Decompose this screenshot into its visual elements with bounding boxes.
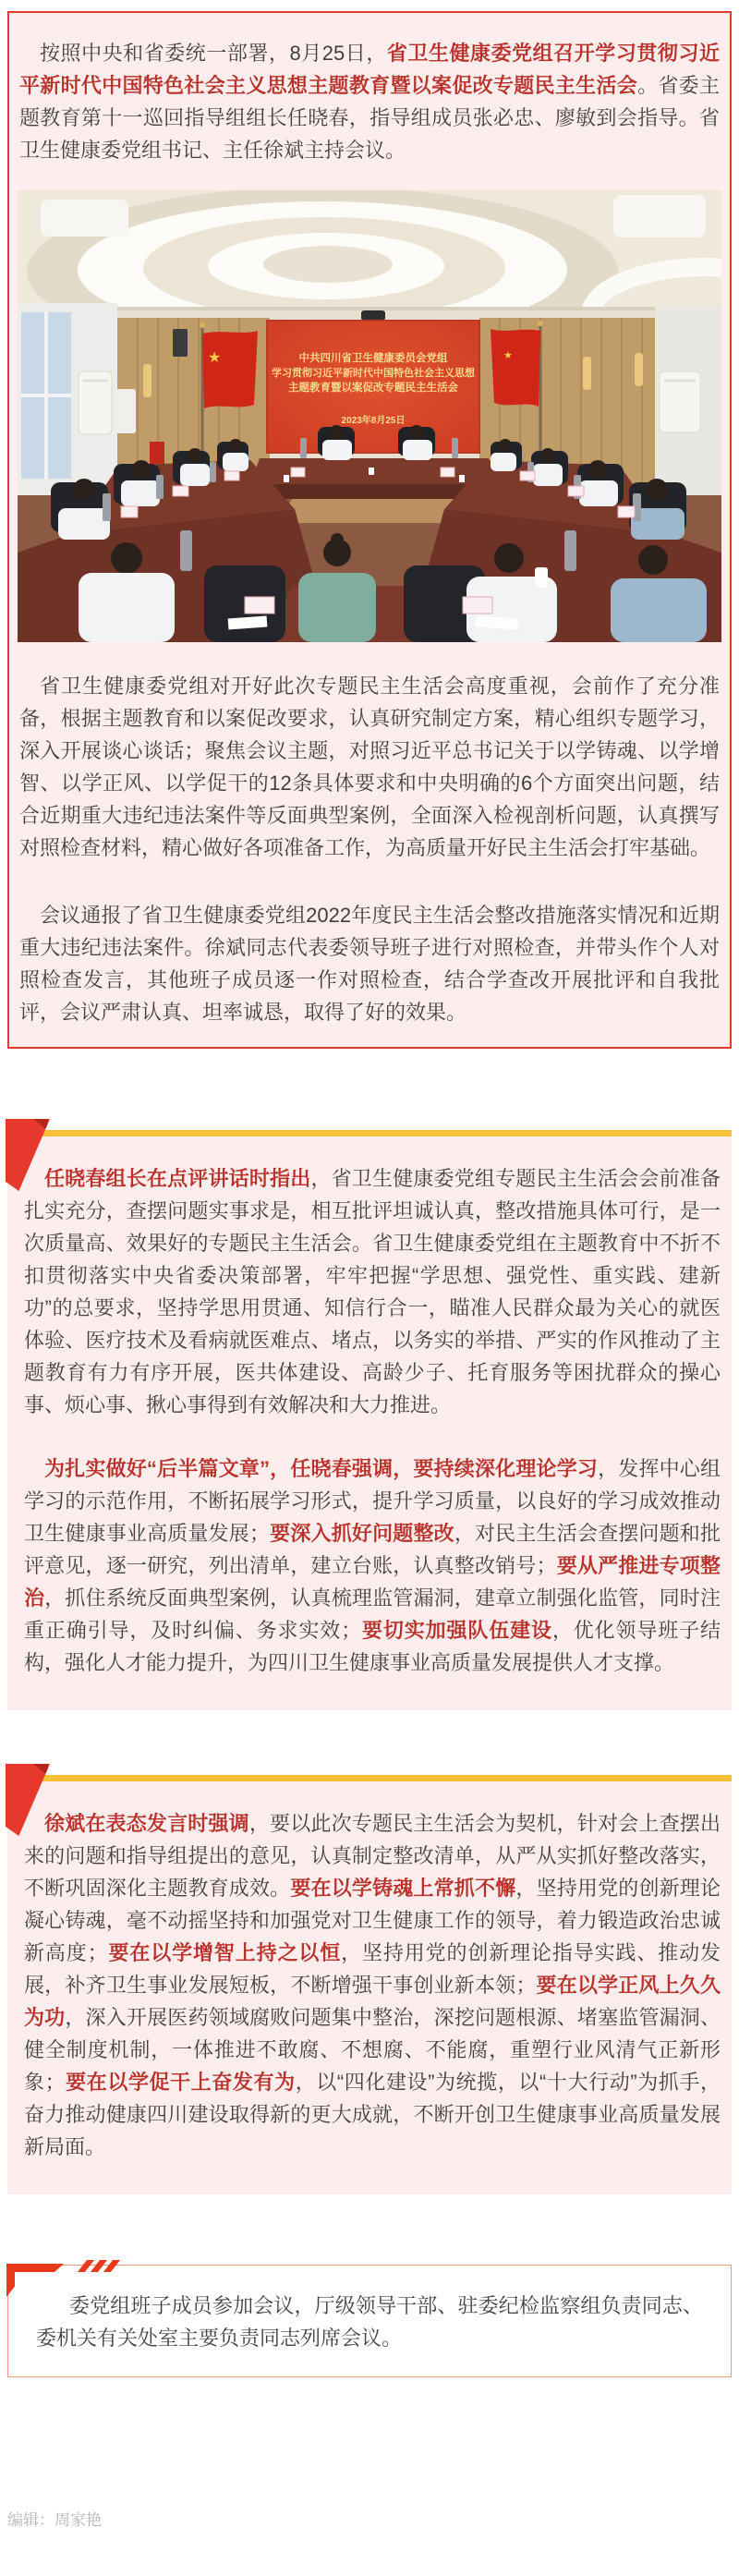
wall-sconce-light bbox=[635, 353, 643, 386]
svg-text:中共四川省卫生健康委员会党组: 中共四川省卫生健康委员会党组 bbox=[298, 353, 448, 364]
attendance-note-box bbox=[7, 2265, 732, 2377]
attendance-paragraph: 委党组班子成员参加会议，厅级领导干部、驻委纪检监察组负责同志、委机关有关处室主要负责同志列席会议。 bbox=[36, 2294, 703, 2350]
intro-section bbox=[7, 11, 732, 1049]
commentary-highlight-box bbox=[7, 1130, 732, 1710]
svg-text:★: ★ bbox=[208, 350, 222, 366]
wall-speaker bbox=[173, 329, 188, 357]
article-page bbox=[0, 11, 739, 2576]
gold-divider-bar bbox=[28, 1775, 732, 1781]
fire-extinguisher-box bbox=[150, 442, 164, 464]
intro-paragraph-1: 按照中央和省委统一部署，8月25日，省卫生健康委党组召开学习贯彻习近平新时代中国特色社会主义思想主题教育暨以案促改专题民主生活会。省委主题教育第十一巡回指导组组长任晓春，指导组成员张必忠、廖敏到会指导。省卫生健康委党组书记、主任徐斌主持会议。 bbox=[19, 42, 720, 162]
svg-text:2023年8月25日: 2023年8月25日 bbox=[341, 416, 406, 426]
wall-sconce-light bbox=[583, 357, 591, 390]
gold-divider-bar bbox=[28, 1130, 732, 1136]
quote-slashes-icon bbox=[82, 2260, 115, 2272]
intro-paragraph-3: 会议通报了省卫生健康委党组2022年度民主生活会整改措施落实情况和近期重大违纪违法案件。徐斌同志代表委领导班子进行对照检查，并带头作个人对照检查发言，其他班子成员逐一作对照检查，结合学查改开展批评和自我批评，会议严肃认真、坦率诚恳，取得了好的效果。 bbox=[19, 904, 720, 1024]
red-led-screen bbox=[267, 310, 479, 453]
svg-text:主题教育暨以案促改专题民主生活会: 主题教育暨以案促改专题民主生活会 bbox=[288, 383, 458, 394]
statement-highlight-box bbox=[7, 1775, 732, 2194]
editor-credit: 编辑：周家艳 bbox=[7, 2511, 102, 2529]
svg-text:学习贯彻习近平新时代中国特色社会主义思想: 学习贯彻习近平新时代中国特色社会主义思想 bbox=[272, 368, 475, 379]
meeting-photo[interactable] bbox=[18, 190, 721, 642]
wall-sconce-light bbox=[143, 364, 151, 397]
intro-paragraph-2: 省卫生健康委党组对开好此次专题民主生活会高度重视，会前作了充分准备，根据主题教育和以案促改要求，认真研究制定方案，精心组织专题学习，深入开展谈心谈话；聚焦会议主题，对照习近平总书记关于以学铸魂、以学增智、以学正风、以学促干的12条具体要求和中央明确的6个方面突出问题，结合近期重大违纪违法案件等反面典型案例，全面深入检视剖析问题，认真撰写对照检查材料，精心做好各项准备工作，为高质量开好民主生活会打牢基础。 bbox=[19, 674, 720, 859]
svg-text:★: ★ bbox=[503, 350, 513, 361]
commentary-paragraph-1: 任晓春组长在点评讲话时指出，省卫生健康委党组专题民主生活会会前准备扎实充分，查摆问题实事求是，相互批评坦诚认真，整改措施具体可行，是一次质量高、效果好的专题民主生活会。省卫生健康委党组在主题教育中不折不扣贯彻落实中央省委决策部署，牢牢把握“学思想、强党性、重实践、建新功”的总要求，坚持学思用贯通、知信行合一，瞄准人民群众最为关心的就医体验、医疗技术及看病就医难点、堵点，以务实的举措、严实的作风推动了主题教育有力有序开展，医共体建设、高龄少子、托育服务等困扰群众的操心事、烦心事、揪心事得到有效解决和大力推进。 bbox=[24, 1167, 721, 1416]
window bbox=[21, 312, 71, 479]
corner-bracket-icon bbox=[6, 2264, 64, 2297]
screen-camera bbox=[361, 310, 385, 321]
commentary-paragraph-2: 为扎实做好“后半篇文章”，任晓春强调，要持续深化理论学习，发挥中心组学习的示范作用，不断拓展学习形式，提升学习质量，以良好的学习成效推动卫生健康事业高质量发展；要深入抓好问题整改，对民主生活会查摆问题和批评意见，逐一研究，列出清单，建立台账，认真整改销号；要从严推进专项整治，抓住系统反面典型案例，认真梳理监管漏洞，建章立制强化监管，同时注重正确引导，及时纠偏、务求实效；要切实加强队伍建设，优化领导班子结构，强化人才能力提升，为四川卫生健康事业高质量发展提供人才支撑。 bbox=[24, 1457, 721, 1674]
statement-paragraph-1: 徐斌在表态发言时强调，要以此次专题民主生活会为契机，针对会上查摆出来的问题和指导组提出的意见，认真制定整改清单，从严从实抓好整改落实，不断巩固深化主题教育成效。要在以学铸魂上常抓不懈，坚持用党的创新理论凝心铸魂，毫不动摇坚持和加强党对卫生健康工作的领导，着力锻造政治忠诚新高度；要在以学增智上持之以恒，坚持用党的创新理论指导实践、推动发展，补齐卫生事业发展短板，不断增强干事创业新本领；要在以学正风上久久为功，深入开展医药领域腐败问题集中整治，深挖问题根源、堵塞监管漏洞、健全制度机制，一体推进不敢腐、不想腐、不能腐，重塑行业风清气正新形象；要在以学促干上奋发有为，以“四化建设”为统揽，以“十大行动”为抓手，奋力推动健康四川建设取得新的更大成就，不断开创卫生健康事业高质量发展新局面。 bbox=[24, 1812, 721, 2158]
right-aircon bbox=[660, 371, 700, 432]
